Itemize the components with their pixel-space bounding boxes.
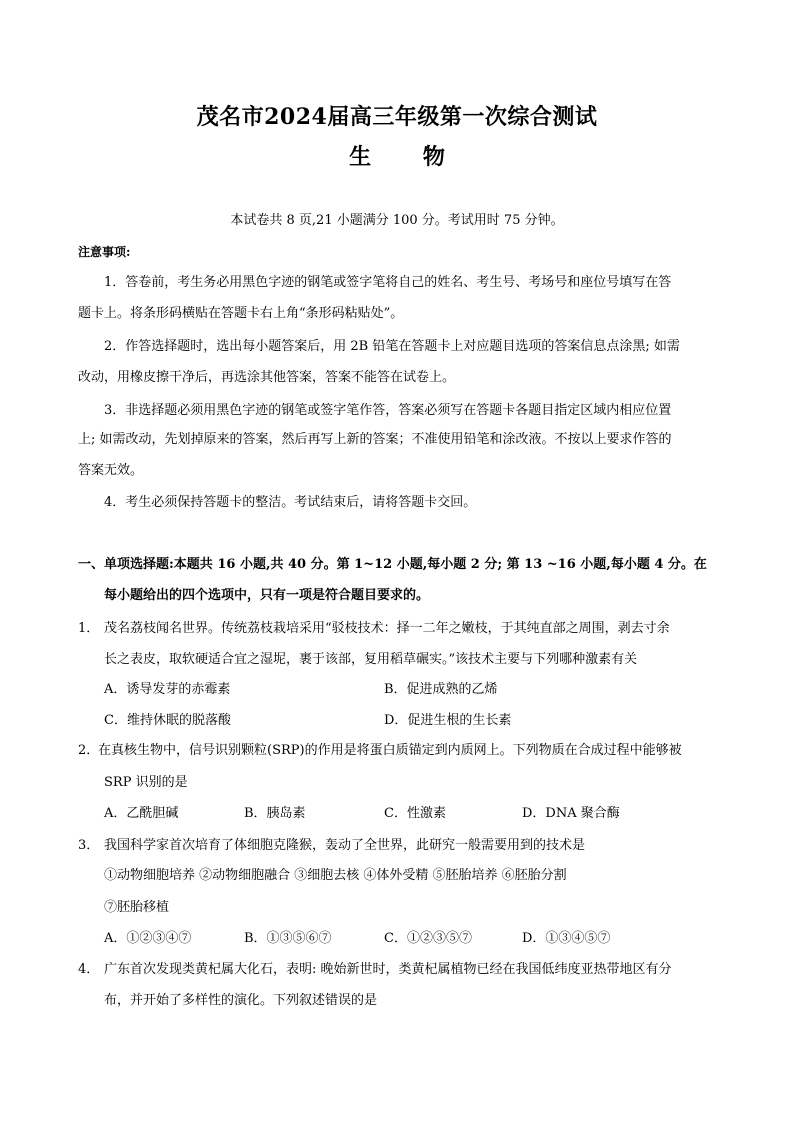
notice-item-3-line-3: 答案无效。 <box>78 463 144 478</box>
question-2-option-a: A．乙酰胆碱 <box>104 806 179 821</box>
notice-item-1-line-2: 题卡上。将条形码横贴在答题卡右上角“条形码粘贴处”。 <box>78 306 404 321</box>
section1-heading-line-1: 一、单项选择题:本题共 16 小题,共 40 分。第 1~12 小题,每小题 2 分; 第 13 ~16 小题,每小题 4 分。在 <box>78 557 707 572</box>
question-2-line-1: 在真核生物中，信号识别颗粒(SRP)的作用是将蛋白质锚定到内质网上。下列物质在合成过程中能够被 <box>98 743 682 758</box>
question-1-number: 1． <box>78 621 100 636</box>
question-3-line-2: ①动物细胞培养 ②动物细胞融合 ③细胞去核 ④体外受精 ⑤胚胎培养 ⑥胚胎分割 <box>104 868 567 883</box>
question-3-line-3: ⑦胚胎移植 <box>104 900 170 915</box>
notice-item-3-line-2: 上; 如需改动，先划掉原来的答案，然后再写上新的答案；不准使用铅笔和涂改液。不按以上要求作答的 <box>78 432 672 447</box>
question-3-number: 3． <box>78 838 100 853</box>
exam-intro: 本试卷共 8 页,21 小题满分 100 分。考试用时 75 分钟。 <box>230 213 564 228</box>
section1-heading-line-2: 每小题给出的四个选项中，只有一项是符合题目要求的。 <box>104 588 430 603</box>
notice-item-1-line-1: 1．答卷前，考生务必用黑色字迹的钢笔或签字笔将自己的姓名、考生号、考场号和座位号填写在答 <box>104 275 672 290</box>
question-1-option-d: D．促进生根的生长素 <box>384 713 512 728</box>
notice-item-2-line-2: 改动，用橡皮擦干净后，再选涂其他答案，答案不能答在试卷上。 <box>78 370 456 385</box>
question-1-line-2: 长之表皮，取软硬适合宜之湿坭，裹于该部，复用稻草碾实。”该技术主要与下列哪种激素有关 <box>104 652 638 667</box>
notice-item-4-line-1: 4．考生必须保持答题卡的整洁。考试结束后，请将答题卡交回。 <box>104 495 477 510</box>
question-1-line-1: 茂名荔枝闻名世界。传统荔枝栽培采用“驳枝技术：择一二年之嫩枝，于其纯直部之周围，剥去寸余 <box>104 621 670 636</box>
question-2-option-d: D．DNA 聚合酶 <box>522 806 620 821</box>
question-2-option-b: B．胰岛素 <box>244 806 306 821</box>
question-3-option-c: C．①②③⑤⑦ <box>384 931 472 946</box>
question-4-line-2: 布，并开始了多样性的演化。下列叙述错误的是 <box>104 993 378 1008</box>
notice-item-2-line-1: 2．作答选择题时，选出每小题答案后，用 2B 铅笔在答题卡上对应题目选项的答案信息点涂黑; 如需 <box>104 339 680 354</box>
question-3-option-a: A．①②③④⑦ <box>104 931 192 946</box>
question-2-line-2: SRP 识别的是 <box>104 775 188 790</box>
question-1-option-a: A．诱导发芽的赤霉素 <box>104 682 231 697</box>
question-4-line-1: 广东首次发现类黄杞属大化石，表明: 晚始新世时，类黄杞属植物已经在我国低纬度亚热带地区有分 <box>104 962 672 977</box>
notice-item-3-line-1: 3．非选择题必须用黑色字迹的钢笔或签字笔作答，答案必须写在答题卡各题目指定区域内相应位置 <box>104 403 672 418</box>
question-2-option-c: C．性激素 <box>384 806 446 821</box>
exam-title: 茂名市2024届高三年级第一次综合测试 <box>196 104 598 130</box>
question-1-option-b: B．促进成熟的乙烯 <box>384 682 498 697</box>
notice-heading: 注意事项: <box>78 245 131 259</box>
question-1-option-c: C．维持休眠的脱落酸 <box>104 713 231 728</box>
question-3-option-b: B．①③⑤⑥⑦ <box>244 931 332 946</box>
question-2-number: 2． <box>78 743 100 758</box>
question-4-number: 4． <box>78 962 100 977</box>
subject-title: 生 物 <box>349 144 467 170</box>
question-3-option-d: D．①③④⑤⑦ <box>522 931 611 946</box>
question-3-line-1: 我国科学家首次培育了体细胞克隆猴，轰动了全世界，此研究一般需要用到的技术是 <box>104 838 586 853</box>
